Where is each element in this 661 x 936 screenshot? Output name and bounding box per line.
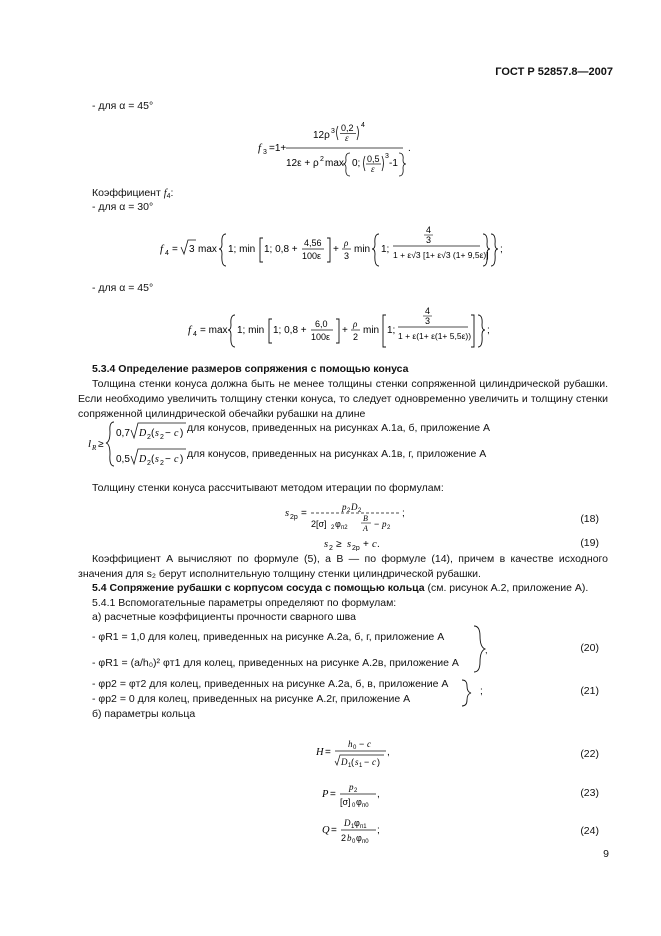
svg-text:D: D xyxy=(344,818,351,828)
formula-text-store xyxy=(0,920,661,934)
svg-text:A: A xyxy=(363,524,368,533)
phi-p2-case1: - φp2 = φт2 для колец, приведенных на рисунке А.2а, б, в, приложение А xyxy=(92,678,449,690)
svg-text:c: c xyxy=(174,454,179,465)
eq23-text: P = p₂ / ([σ]₀φп0), xyxy=(144,920,153,921)
svg-text:2: 2 xyxy=(331,525,335,531)
svg-text:1; min: 1; min xyxy=(237,325,265,336)
svg-text:φ: φ xyxy=(354,818,360,828)
svg-text:s: s xyxy=(347,539,352,550)
eq18-text: s₂p = p₂D₂ / (2[σ]₂φп2 · B/A − p₂); xyxy=(111,920,127,921)
svg-text:;: ; xyxy=(500,244,503,255)
svg-text:2: 2 xyxy=(147,460,151,467)
svg-text:): ) xyxy=(180,454,184,465)
svg-text:+: + xyxy=(333,244,339,255)
svg-text:ρ: ρ xyxy=(344,238,349,248)
svg-text:(: ( xyxy=(351,757,354,767)
case-label-alpha30: - для α = 30° xyxy=(92,201,154,213)
svg-text:c: c xyxy=(372,757,376,767)
svg-text:p: p xyxy=(382,519,387,529)
eq19-number: (19) xyxy=(580,537,599,549)
svg-text:s: s xyxy=(285,508,290,519)
formula-22-svg xyxy=(316,737,396,769)
p541: 5.4.1 Вспомогательные параметры определяют по формулам: xyxy=(92,597,397,609)
svg-text:3: 3 xyxy=(263,149,267,156)
svg-text:.: . xyxy=(377,539,380,550)
svg-text:=: = xyxy=(330,789,336,800)
formula-23-svg xyxy=(322,780,386,810)
svg-text:=: = xyxy=(301,508,307,519)
svg-text:R: R xyxy=(92,444,97,452)
formula-f4-45-svg xyxy=(188,303,498,359)
svg-text:2: 2 xyxy=(347,508,351,514)
svg-text:Q: Q xyxy=(322,825,330,836)
svg-text:φ: φ xyxy=(356,797,362,807)
svg-text:п1: п1 xyxy=(360,824,367,830)
lr-case2-text: для конусов, приведенных на рисунках А.1в, г, приложение А xyxy=(187,448,487,460)
svg-text:;: ; xyxy=(377,825,380,836)
svg-text:= max: = max xyxy=(200,325,228,336)
svg-text:B: B xyxy=(363,514,368,523)
svg-text:φ: φ xyxy=(335,519,341,529)
svg-text:2: 2 xyxy=(160,460,164,467)
eq21-brace xyxy=(460,678,490,708)
svg-text:≥: ≥ xyxy=(336,539,342,550)
phi-r1-case1: - φR1 = 1,0 для колец, приведенных на рисунке А.2а, б, г, приложение А xyxy=(92,631,445,643)
formula-18 xyxy=(285,500,415,534)
svg-text:(: ( xyxy=(151,428,155,439)
eq19-text: s₂ ≥ s₂p + c. xyxy=(126,920,133,921)
svg-text:2p: 2p xyxy=(290,514,298,521)
svg-text:p: p xyxy=(342,502,347,512)
coef-f4-colon: : xyxy=(170,187,174,199)
svg-text:0: 0 xyxy=(352,839,356,845)
lr-sub: R xyxy=(95,920,97,921)
f4-30-text: f₄ = √3 max {1; min [1; 0,8 + 4,56/100ε] + ρ/3 min {1; (4/3) / (1 + ε√3 [1 + ε√3 (1 + 9,5ε)])}}; xyxy=(22,920,63,921)
section-534-paragraph: Толщина стенки конуса должна быть не менее толщины стенки сопряженной цилиндрической рубашки. Если необходимо увеличить толщину стенки конуса, то следует одновременно увеличить и толщину стенки сопряженной цилиндрической обечайки рубашки на длине xyxy=(78,378,608,420)
svg-text:[σ]: [σ] xyxy=(340,797,351,807)
svg-text:max: max xyxy=(325,158,344,169)
svg-text:2: 2 xyxy=(353,332,359,342)
eq24-number: (24) xyxy=(580,825,599,837)
svg-text:+: + xyxy=(342,325,348,336)
f3-num: 12ρ³(0,2/ε)⁴ xyxy=(3,920,9,921)
svg-text:≥: ≥ xyxy=(98,439,104,450)
svg-text:2[σ]: 2[σ] xyxy=(311,519,327,529)
svg-text:1 + ε(1+ ε(1+ 5,5ε)): 1 + ε(1+ ε(1+ 5,5ε)) xyxy=(398,331,472,341)
phi-p2-case2: - φp2 = 0 для колец, приведенных на рисунке А.2г, приложение А xyxy=(92,693,411,705)
eq24-text: Q = D₁φп1 / (2b₀φп0); xyxy=(152,920,163,921)
svg-text:4,56: 4,56 xyxy=(304,238,322,248)
svg-text:2: 2 xyxy=(320,156,324,163)
page-number: 9 xyxy=(603,848,609,860)
formula-22 xyxy=(316,737,396,772)
case-label-alpha45-b: - для α = 45° xyxy=(92,282,154,294)
svg-text:l: l xyxy=(88,438,92,450)
svg-text:,: , xyxy=(387,747,390,758)
svg-text:п2: п2 xyxy=(341,525,348,531)
svg-text:4: 4 xyxy=(361,122,365,129)
svg-text:3: 3 xyxy=(331,128,335,135)
section-54-title: 5.4 Сопряжение рубашки с корпусом сосуда с помощью кольца xyxy=(92,582,425,594)
svg-text:1: 1 xyxy=(351,824,355,830)
formula-18-svg xyxy=(285,500,415,534)
svg-text:−: − xyxy=(364,757,370,767)
svg-text:max: max xyxy=(198,244,217,255)
svg-text:ε: ε xyxy=(345,133,349,143)
phi-r1-case2: - φR1 = (a/h₀)² φт1 для колец, приведенных на рисунке А.2в, приложение А xyxy=(92,657,459,669)
svg-text:ρ: ρ xyxy=(353,319,358,329)
svg-text:;: ; xyxy=(487,325,490,336)
svg-text:min: min xyxy=(363,325,380,336)
section-54-heading xyxy=(92,582,612,594)
svg-text:=1+: =1+ xyxy=(269,143,287,154)
svg-text:P: P xyxy=(322,789,329,800)
svg-text:;: ; xyxy=(480,686,483,697)
formula-f3 xyxy=(258,118,418,178)
iteration-text: Толщину стенки конуса рассчитывают методом итерации по формулам: xyxy=(92,482,444,494)
svg-text:=: = xyxy=(331,825,337,836)
svg-text:4: 4 xyxy=(165,250,169,257)
svg-text:;: ; xyxy=(402,508,405,519)
coef-f4-sub: 4 xyxy=(166,193,171,200)
svg-text:0,7: 0,7 xyxy=(116,428,130,439)
formula-24-svg xyxy=(322,816,386,846)
svg-text:2: 2 xyxy=(387,525,391,531)
svg-text:.: . xyxy=(408,143,411,154)
formula-lr xyxy=(88,418,188,470)
svg-text:2: 2 xyxy=(147,434,151,441)
svg-text:п0: п0 xyxy=(362,803,369,809)
svg-text:2: 2 xyxy=(354,788,358,794)
svg-text:H: H xyxy=(316,747,324,758)
svg-text:6,0: 6,0 xyxy=(315,319,328,329)
svg-text:min: min xyxy=(354,244,371,255)
standard-header: ГОСТ Р 52857.8—2007 xyxy=(495,66,613,78)
svg-text:3: 3 xyxy=(385,153,389,160)
svg-text:4: 4 xyxy=(425,306,431,316)
svg-text:D: D xyxy=(139,428,147,439)
lr-case1: 0,7√(D₂(s₂ − c)) xyxy=(97,920,105,921)
svg-text:1;: 1; xyxy=(381,244,390,255)
svg-text:100ε: 100ε xyxy=(311,332,331,342)
svg-text:0,5: 0,5 xyxy=(367,154,380,164)
svg-text:0,5: 0,5 xyxy=(116,454,130,465)
svg-text:−: − xyxy=(359,739,365,749)
svg-text:3: 3 xyxy=(344,251,350,261)
section-54-title-rest: (см. рисунок А.2, приложение А). xyxy=(424,582,589,594)
svg-text:2p: 2p xyxy=(352,545,360,551)
svg-text:s: s xyxy=(355,757,359,767)
section-534-title: 5.3.4 Определение размеров сопряжения с помощью конуса xyxy=(92,363,409,375)
svg-text:1; 0,8 +: 1; 0,8 + xyxy=(273,325,307,336)
eq23-number: (23) xyxy=(580,787,599,799)
formula-23 xyxy=(322,780,386,813)
f3-den: 12ε + ρ² max {0; (0,5/ε)³ − 1} xyxy=(8,920,22,921)
svg-text:+: + xyxy=(363,539,369,550)
svg-text:D: D xyxy=(351,502,358,512)
eq22-text: H = (h₀ − c) / √(D₁(s₁ − c)), xyxy=(132,920,145,921)
svg-text:4: 4 xyxy=(193,331,197,338)
svg-text:s: s xyxy=(324,539,329,550)
svg-text:100ε: 100ε xyxy=(302,251,322,261)
svg-text:0: 0 xyxy=(352,803,356,809)
formula-f4-30 xyxy=(160,222,510,278)
eq22-number: (22) xyxy=(580,748,599,760)
svg-text:2: 2 xyxy=(358,508,362,514)
coefficient-a-paragraph: Коэффициент A вычисляют по формуле (5), а B — по формуле (14), причем в качестве исходного значения для s₂ берут исполнительную толщину стенки цилиндрической рубашки. xyxy=(78,553,608,580)
eq20-number: (20) xyxy=(580,642,599,654)
svg-text:п0: п0 xyxy=(362,839,369,845)
coef-f4-symbol: f xyxy=(163,188,167,199)
svg-text:φ: φ xyxy=(356,833,362,843)
coef-f4-label xyxy=(92,187,173,200)
svg-text:0;: 0; xyxy=(352,158,361,169)
formula-f4-30-svg xyxy=(160,222,510,278)
case-label-alpha45-a: - для α = 45° xyxy=(92,100,154,112)
svg-text:3: 3 xyxy=(426,235,432,245)
svg-text:-1: -1 xyxy=(389,158,398,169)
item-b: б) параметры кольца xyxy=(92,708,196,720)
f3-eq: =1+ xyxy=(1,920,4,921)
svg-text:−: − xyxy=(374,519,380,529)
svg-text:,: , xyxy=(377,789,380,800)
svg-text:0,2: 0,2 xyxy=(341,123,354,133)
eq20-brace xyxy=(472,624,492,674)
svg-text:1; 0,8 +: 1; 0,8 + xyxy=(264,244,298,255)
svg-text:2: 2 xyxy=(341,833,347,843)
formula-f4-45 xyxy=(188,303,498,359)
formula-f3-svg xyxy=(258,118,418,180)
svg-text:f: f xyxy=(258,142,262,154)
lr-case2: 0,5√(D₂(s₂ − c)) xyxy=(104,920,112,921)
svg-text:): ) xyxy=(377,757,380,767)
f3-sub: 3 xyxy=(0,920,2,921)
svg-text:b: b xyxy=(347,833,352,843)
svg-text:D: D xyxy=(341,757,348,767)
formula-19-svg xyxy=(324,535,414,551)
svg-text:s: s xyxy=(155,454,159,465)
svg-text:D: D xyxy=(139,454,147,465)
formula-lr-svg xyxy=(88,418,188,470)
svg-text:4: 4 xyxy=(426,225,432,235)
svg-text:(: ( xyxy=(151,454,155,465)
eq18-number: (18) xyxy=(580,513,599,525)
svg-text:f: f xyxy=(160,243,164,255)
svg-text:3: 3 xyxy=(189,244,195,255)
lr-case1-text: для конусов, приведенных на рисунках А.1а, б, приложение А xyxy=(187,422,491,434)
coef-f4-text: Коэффициент xyxy=(92,187,164,199)
svg-text:2: 2 xyxy=(160,434,164,441)
svg-text:−: − xyxy=(165,428,171,439)
lr-ge: ≥ xyxy=(96,920,97,921)
svg-text:,: , xyxy=(485,645,488,655)
eq21-number: (21) xyxy=(580,685,599,697)
svg-text:1: 1 xyxy=(359,763,363,769)
svg-text:): ) xyxy=(180,428,184,439)
formula-24 xyxy=(322,816,386,849)
svg-text:1; min: 1; min xyxy=(228,244,256,255)
svg-text:h: h xyxy=(348,739,353,749)
svg-text:12ε + ρ: 12ε + ρ xyxy=(286,158,319,169)
item-a: а) расчетные коэффициенты прочности сварного шва xyxy=(92,611,356,623)
svg-text:c: c xyxy=(174,428,179,439)
svg-text:f: f xyxy=(188,324,192,336)
svg-text:3: 3 xyxy=(425,316,431,326)
svg-text:12ρ: 12ρ xyxy=(313,130,330,141)
svg-text:p: p xyxy=(349,782,354,792)
svg-text:=: = xyxy=(172,244,178,255)
svg-text:1: 1 xyxy=(348,763,352,769)
svg-text:ε: ε xyxy=(371,164,375,174)
svg-text:1 + ε√3 [1+ ε√3 (1+ 9,5ε)]: 1 + ε√3 [1+ ε√3 (1+ 9,5ε)] xyxy=(393,250,489,260)
svg-text:s: s xyxy=(155,428,159,439)
svg-text:1;: 1; xyxy=(387,325,396,336)
svg-text:=: = xyxy=(325,747,331,758)
svg-text:c: c xyxy=(372,539,377,550)
svg-text:0: 0 xyxy=(353,745,357,751)
svg-text:−: − xyxy=(165,454,171,465)
svg-text:2: 2 xyxy=(329,545,333,551)
f4-45-text: f₄ = max {1; min [1; 0,8 + 6,0/100ε] + ρ/2 min [1; (4/3) / (1 + ε(1 + 5,5ε))]}; xyxy=(62,920,95,921)
svg-text:c: c xyxy=(367,739,371,749)
